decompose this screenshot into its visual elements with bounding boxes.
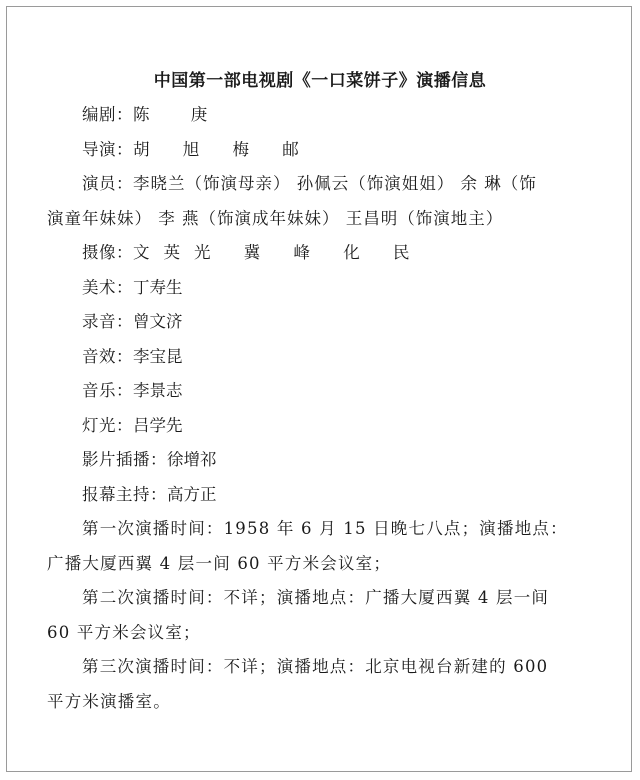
- host-line: [47, 478, 605, 513]
- sound-effects-line: [47, 340, 605, 375]
- third-broadcast-line-1: 第三次演播时间：不详；演播地点：北京电视台新建的 600: [82, 657, 549, 676]
- lighting-line: [47, 409, 605, 444]
- recording-line: [47, 305, 605, 340]
- art-value: 丁寿生: [133, 277, 183, 297]
- music-label: 音乐：: [82, 381, 133, 400]
- third-broadcast-line-2: 平方米演播室。: [47, 691, 171, 711]
- screenwriter-label: 编剧：: [82, 105, 133, 124]
- camera-line: [47, 236, 605, 271]
- recording-label: 录音：: [82, 312, 133, 331]
- screenwriter-value: 陈 庚: [133, 105, 226, 124]
- film-insert-value: 徐增祁: [167, 450, 217, 469]
- cast-line-2: [47, 202, 605, 237]
- host-label: 报幕主持：: [82, 484, 167, 504]
- cast-label: 演员：: [82, 174, 133, 193]
- camera-value: 文英光 冀 峰 化 民: [133, 243, 424, 262]
- document-body: [47, 98, 605, 719]
- camera-label: 摄像：: [82, 243, 133, 262]
- film-insert-label: 影片插播：: [82, 450, 167, 469]
- second-broadcast-line-1: 第二次演播时间：不详；演播地点：广播大厦西翼 4 层一间: [82, 588, 550, 607]
- music-value: 李景志: [133, 381, 183, 400]
- art-line: [47, 271, 605, 306]
- director-value: 胡 旭 梅 邮: [133, 139, 313, 159]
- director-line: [47, 133, 605, 168]
- document-title: 中国第一部电视剧《一口菜饼子》演播信息: [153, 71, 487, 91]
- recording-value: 曾文济: [133, 312, 183, 331]
- cast-value-2: 演童年妹妹） 李 燕（饰演成年妹妹） 王昌明（饰演地主）: [47, 208, 504, 228]
- lighting-value: 吕学先: [133, 415, 183, 435]
- second-broadcast-line-2: 60 平方米会议室；: [47, 622, 201, 642]
- art-label: 美术：: [82, 277, 133, 297]
- cast-line-1: [47, 167, 605, 202]
- music-line: [47, 374, 605, 409]
- first-broadcast-line-2: 广播大厦西翼 4 层一间 60 平方米会议室；: [47, 553, 392, 573]
- film-insert-line: [47, 443, 605, 478]
- lighting-label: 灯光：: [82, 415, 133, 435]
- sound-effects-value: 李宝昆: [133, 346, 183, 366]
- sound-effects-label: 音效：: [82, 346, 133, 366]
- cast-value-1: 李晓兰（饰演母亲） 孙佩云（饰演姐姐） 余 琳（饰: [133, 174, 537, 193]
- director-label: 导演：: [82, 139, 133, 159]
- host-value: 高方正: [167, 484, 217, 504]
- first-broadcast-line-1: 第一次演播时间：1958 年 6 月 15 日晚七八点；演播地点：: [82, 519, 568, 538]
- screenwriter-line: [47, 98, 605, 133]
